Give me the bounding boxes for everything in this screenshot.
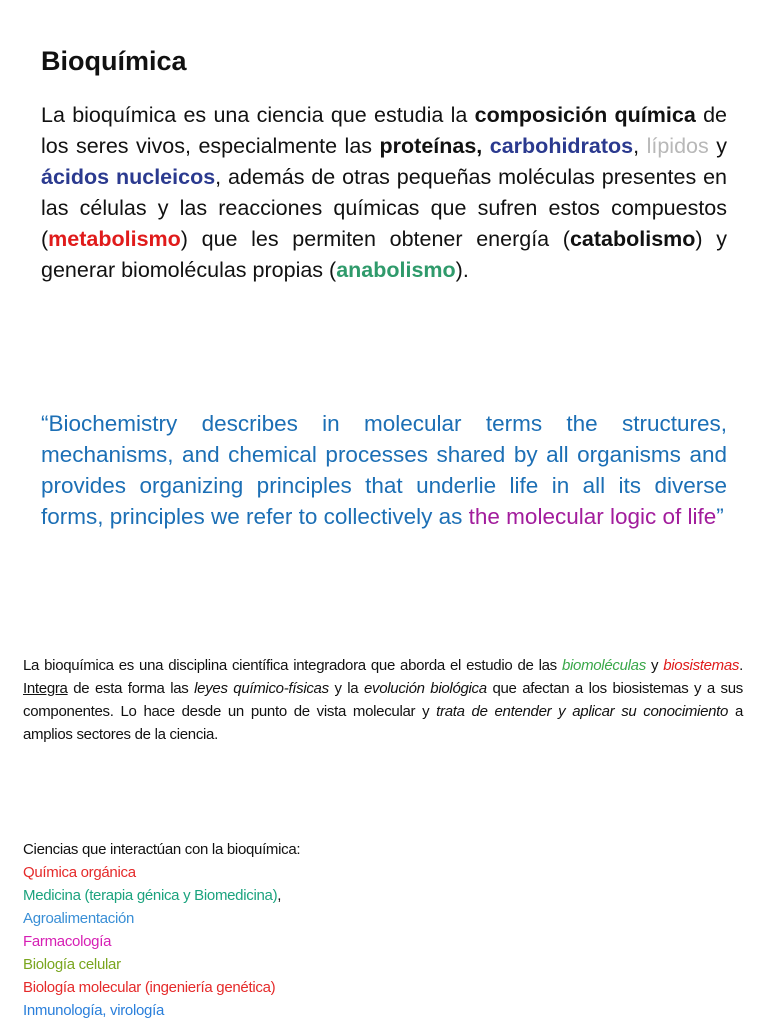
quote-close: ”: [716, 504, 724, 529]
term-catabolismo: catabolismo: [569, 227, 696, 251]
quote-text: “Biochemistry describes in molecular terms the structures, mechanisms, and chemical processes shared by all organisms and provides organizing principles that underlie life in all its diverse forms, principles we refer to collectively as: [41, 411, 727, 529]
definition-paragraph: [23, 654, 743, 746]
science-item-medicina-label: Medicina (terapia génica y Biomedicina): [23, 887, 278, 904]
term-metabolismo: metabolismo: [48, 227, 181, 251]
term-carbohidratos: carbohidratos: [489, 134, 634, 158]
intro-text: La bioquímica es una ciencia que estudia la: [41, 103, 475, 127]
term-acidos-nucleicos: ácidos nucleicos: [41, 165, 216, 189]
para-text: La bioquímica es una disciplina científica integradora que aborda el estudio de las: [23, 657, 562, 674]
term-biosistemas: biosistemas: [663, 657, 740, 674]
quote-highlight: the molecular logic of life: [468, 504, 717, 529]
intro-paragraph: [41, 100, 727, 286]
intro-text: ) que les permiten obtener energía (: [180, 227, 570, 251]
science-item-quimica-organica: Química orgánica: [23, 864, 136, 881]
para-text: y: [645, 657, 664, 674]
para-text: a amplios sectores de la ciencia.: [23, 703, 744, 743]
intro-text: [482, 134, 489, 158]
term-biomoleculas: biomoléculas: [561, 657, 646, 674]
term-integra: Integra: [23, 680, 68, 697]
intro-text: ) y generar biomoléculas propias (: [41, 227, 727, 282]
term-leyes-quimico-fisicas: leyes químico-físicas: [194, 680, 329, 697]
term-anabolismo: anabolismo: [336, 258, 456, 282]
science-item-inmunologia: Inmunología, virología: [23, 1002, 164, 1019]
para-text: que afectan a los biosistemas y a sus componentes. Lo hace desde un punto de vista molecular y: [23, 680, 743, 720]
intro-text: de los seres vivos, especialmente las: [41, 103, 727, 158]
science-item-medicina: [23, 884, 300, 907]
intro-text: , además de otras pequeñas moléculas presentes en las células y las reacciones químicas que sufren estos compuestos (: [41, 165, 727, 251]
biochemistry-quote: [41, 408, 727, 532]
para-text: .: [739, 657, 743, 674]
page-title: Bioquímica: [41, 46, 187, 76]
science-item-medicina-comma: ,: [277, 887, 282, 904]
para-text: y la: [328, 680, 364, 697]
science-item-farmacologia: Farmacología: [23, 933, 112, 950]
science-item-biologia-celular: Biología celular: [23, 956, 121, 973]
science-item-agroalimentacion: Agroalimentación: [23, 910, 135, 927]
term-evolucion-biologica: evolución biológica: [363, 680, 487, 697]
term-composicion-quimica: composición química: [474, 103, 696, 127]
sciences-heading: Ciencias que interactúan con la bioquímica:: [23, 841, 301, 858]
term-trata-de-entender: trata de entender y aplicar su conocimiento: [436, 703, 729, 720]
intro-text: ,: [633, 134, 647, 158]
intro-text: y: [708, 134, 727, 158]
term-proteinas: proteínas,: [379, 134, 483, 158]
term-lipidos: lípidos: [646, 134, 709, 158]
sciences-list: [23, 838, 300, 1022]
para-text: de esta forma las: [67, 680, 195, 697]
science-item-biologia-molecular: Biología molecular (ingeniería genética): [23, 979, 276, 996]
intro-text: ).: [455, 258, 469, 282]
